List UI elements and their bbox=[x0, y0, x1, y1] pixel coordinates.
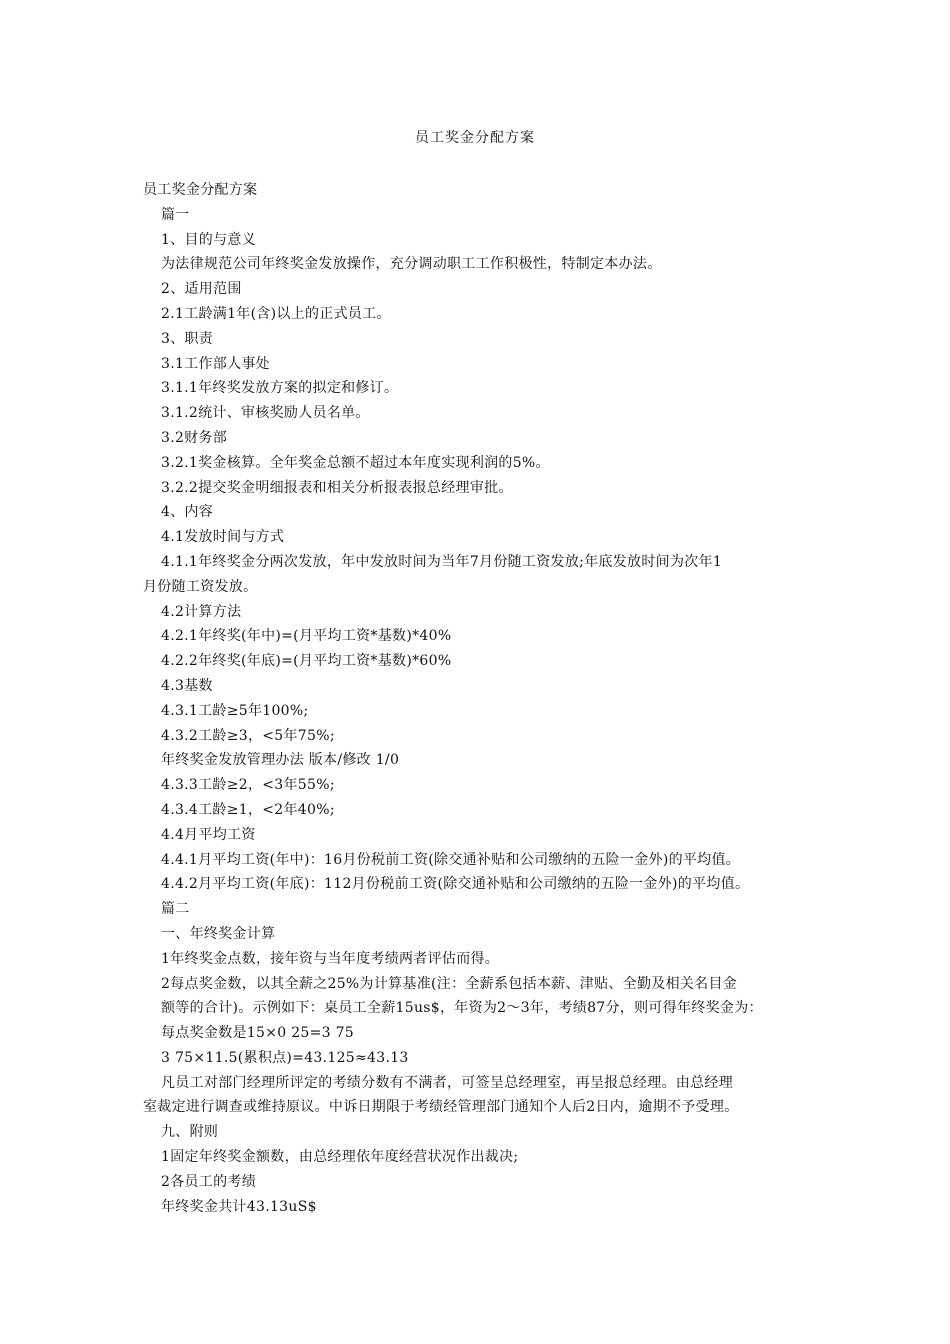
text-line: 篇二 bbox=[161, 901, 190, 918]
text-line: 年终奖金共计43.13uS$ bbox=[161, 1198, 317, 1215]
document-body bbox=[143, 178, 823, 1219]
text-line: 九、附则 bbox=[161, 1124, 219, 1141]
text-line: 2、适用范围 bbox=[161, 281, 242, 298]
text-line: 4.2计算方法 bbox=[161, 603, 242, 620]
text-line: 3.2.1奖金核算。全年奖金总额不超过本年度实现利润的5%。 bbox=[161, 454, 550, 471]
text-line: 3.1.2统计、审核奖励人员名单。 bbox=[161, 405, 370, 422]
text-line: 一、年终奖金计算 bbox=[161, 925, 276, 942]
text-line: 1、目的与意义 bbox=[161, 231, 257, 248]
text-line: 3.2财务部 bbox=[161, 429, 228, 446]
text-line: 室裁定进行调查或维持原议。中诉日期限于考绩经管理部门通知个人后2日内，逾期不予受理。 bbox=[143, 1099, 739, 1116]
text-line: 4.3.3工龄≥2，<3年55%; bbox=[161, 777, 335, 794]
text-line: 2.1工龄满1年(含)以上的正式员工。 bbox=[161, 305, 391, 322]
text-line: 1固定年终奖金额数，由总经理依年度经营状况作出裁决; bbox=[161, 1149, 519, 1166]
text-line: 4.4月平均工资 bbox=[161, 826, 256, 843]
text-line: 4.3.1工龄≥5年100%; bbox=[161, 702, 309, 719]
text-line: 月份随工资发放。 bbox=[143, 578, 258, 595]
text-line: 2每点奖金数，以其全薪之25%为计算基准(注：全薪系包括本薪、津贴、全勤及相关名目金 bbox=[161, 975, 738, 992]
text-line: 3.1.1年终奖发放方案的拟定和修订。 bbox=[161, 380, 399, 397]
text-line: 4.2.2年终奖(年底)=(月平均工资*基数)*60% bbox=[161, 653, 452, 670]
text-line: 4.3.2工龄≥3，<5年75%; bbox=[161, 727, 335, 744]
text-line: 3.2.2提交奖金明细报表和相关分析报表报总经理审批。 bbox=[161, 479, 513, 496]
text-line: 4.1发放时间与方式 bbox=[161, 529, 285, 546]
text-line: 1年终奖金点数，接年资与当年度考绩两者评估而得。 bbox=[161, 950, 500, 967]
text-line: 3、职责 bbox=[161, 330, 214, 347]
document-title: 员工奖金分配方案 bbox=[415, 130, 535, 146]
text-line: 3 75×11.5(累积点)=43.125≈43.13 bbox=[161, 1049, 409, 1066]
text-line: 4.3.4工龄≥1，<2年40%; bbox=[161, 801, 335, 818]
text-line: 4.2.1年终奖(年中)=(月平均工资*基数)*40% bbox=[161, 628, 452, 645]
text-line: 4、内容 bbox=[161, 504, 214, 521]
text-line: 4.3基数 bbox=[161, 677, 213, 694]
text-line: 4.1.1年终奖金分两次发放，年中发放时间为当年7月份随工资发放;年底发放时间为次年1 bbox=[161, 553, 723, 570]
text-line: 篇一 bbox=[161, 206, 190, 223]
text-line: 为法律规范公司年终奖金发放操作，充分调动职工工作积极性，特制定本办法。 bbox=[161, 256, 662, 273]
text-line: 3.1工作部人事处 bbox=[161, 355, 270, 372]
text-line: 额等的合计)。示例如下：桌员工全薪15us$，年资为2～3年，考绩87分，则可得年终奖金为： bbox=[161, 1000, 763, 1017]
text-line: 员工奖金分配方案 bbox=[143, 182, 258, 198]
text-line: 2各员工的考绩 bbox=[161, 1173, 257, 1190]
text-line: 年终奖金发放管理办法 版本/修改 1/0 bbox=[161, 752, 400, 769]
text-line: 4.4.1月平均工资(年中)：16月份税前工资(除交通补贴和公司缴纳的五险一金外)的平均值。 bbox=[161, 851, 741, 868]
text-line: 4.4.2月平均工资(年底)：112月份税前工资(除交通补贴和公司缴纳的五险一金外)的平均值。 bbox=[161, 876, 750, 893]
text-line: 凡员工对部门经理所评定的考绩分数有不满者，可签呈总经理室，再呈报总经理。由总经理 bbox=[161, 1074, 733, 1091]
text-line: 每点奖金数是15×0 25=3 75 bbox=[161, 1025, 355, 1042]
